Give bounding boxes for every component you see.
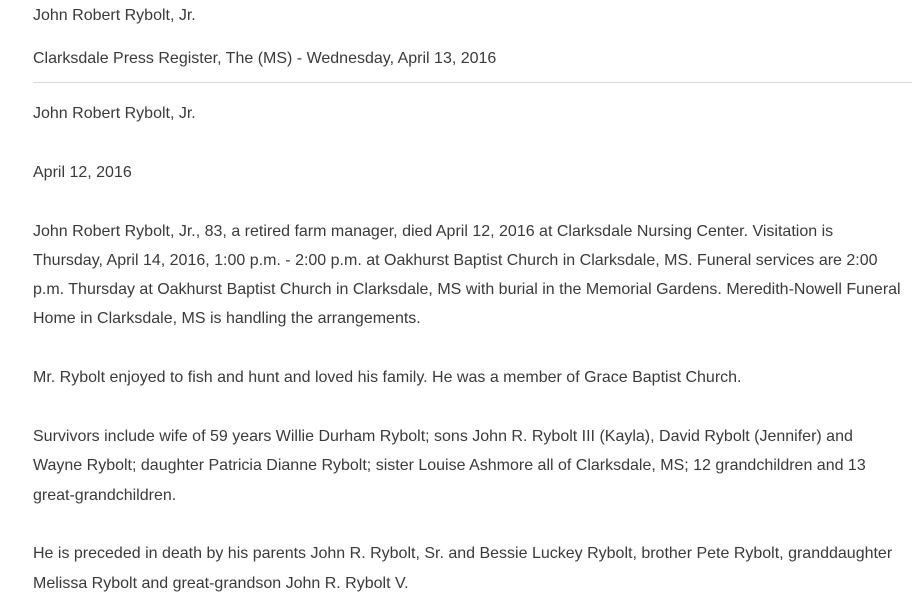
paragraph-preceded: He is preceded in death by his parents John R. Rybolt, Sr. and Bessie Luckey Rybolt, brother Pete Rybolt, granddaughter Melissa Rybolt and great-grandson John R. Rybolt V. — [33, 545, 893, 592]
header-name: John Robert Rybolt, Jr. — [33, 7, 196, 24]
paragraph-hobbies: Mr. Rybolt enjoyed to fish and hunt and loved his family. He was a member of Grace Baptist Church. — [33, 369, 742, 387]
divider — [33, 82, 912, 83]
article-body — [33, 99, 903, 598]
article-date: April 12, 2016 — [33, 163, 132, 181]
paragraph-survivors: Survivors include wife of 59 years Willie Durham Rybolt; sons John R. Rybolt III (Kayla), David Rybolt (Jennifer) and Wayne Rybolt; daughter Patricia Dianne Rybolt; sister Louise Ashmore all of Clarksdale, MS; 12 grandchildren and 13 great-grandchildren. — [33, 428, 866, 504]
source-line: Clarksdale Press Register, The (MS) - Wednesday, April 13, 2016 — [33, 50, 497, 67]
article-title: John Robert Rybolt, Jr. — [33, 105, 196, 122]
paragraph-death-notice: John Robert Rybolt, Jr., 83, a retired farm manager, died April 12, 2016 at Clarksdale Nursing Center. Visitation is Thursday, April 14, 2016, 1:00 p.m. - 2:00 p.m. at Oakhurst Baptist Church in Clarksdale, MS. Funeral services are 2:00 p.m. Thursday at Oakhurst Baptist Church in Clarksdale, MS with burial in the Memorial Gardens. Meredith-Nowell Funeral Home in Clarksdale, MS is handling the arrangements. — [33, 222, 901, 328]
document-header — [0, 0, 920, 69]
